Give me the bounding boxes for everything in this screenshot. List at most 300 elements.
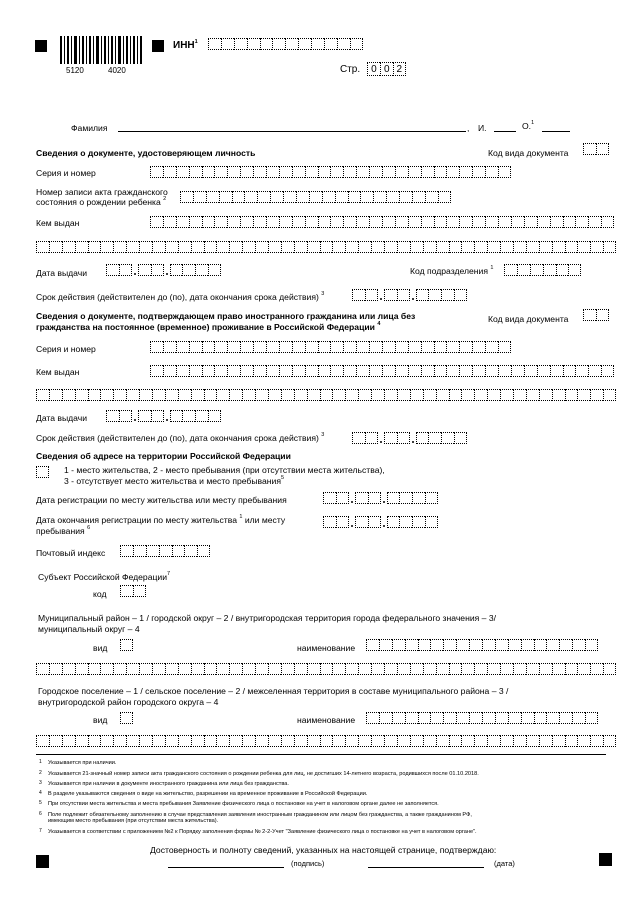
identity-validity-cells[interactable]	[352, 289, 467, 301]
input-cell[interactable]	[320, 241, 333, 253]
input-cell[interactable]	[165, 389, 178, 401]
input-cell[interactable]	[384, 735, 397, 747]
input-cell[interactable]	[369, 166, 382, 178]
input-cell[interactable]	[534, 712, 547, 724]
input-cell[interactable]	[495, 712, 508, 724]
input-cell[interactable]	[517, 264, 530, 276]
identity-series-cells[interactable]	[150, 166, 511, 178]
input-cell[interactable]	[504, 264, 517, 276]
input-cell[interactable]	[227, 216, 240, 228]
input-cell[interactable]	[603, 241, 616, 253]
input-cell[interactable]	[405, 639, 418, 651]
input-cell[interactable]	[193, 191, 206, 203]
input-cell[interactable]	[75, 663, 88, 675]
input-cell[interactable]	[62, 735, 75, 747]
date-cell[interactable]	[170, 410, 183, 422]
input-cell[interactable]	[449, 389, 462, 401]
input-cell[interactable]	[292, 166, 305, 178]
input-cell[interactable]	[133, 545, 146, 557]
input-cell[interactable]	[590, 241, 603, 253]
input-cell[interactable]	[568, 264, 581, 276]
input-cell[interactable]	[305, 216, 318, 228]
inn-cells[interactable]	[208, 38, 363, 50]
input-cell[interactable]	[247, 38, 260, 50]
input-cell[interactable]	[360, 191, 373, 203]
date-cell[interactable]	[399, 516, 412, 528]
input-cell[interactable]	[189, 341, 202, 353]
input-cell[interactable]	[583, 309, 596, 321]
input-cell[interactable]	[279, 341, 292, 353]
surname-line[interactable]	[118, 131, 466, 132]
municipal-kind-cells[interactable]	[120, 639, 133, 651]
input-cell[interactable]	[443, 639, 456, 651]
input-cell[interactable]	[332, 241, 345, 253]
date-cell[interactable]	[399, 492, 412, 504]
input-cell[interactable]	[279, 216, 292, 228]
date-cell[interactable]	[454, 432, 467, 444]
input-cell[interactable]	[100, 241, 113, 253]
input-cell[interactable]	[487, 241, 500, 253]
input-cell[interactable]	[524, 365, 537, 377]
input-cell[interactable]	[88, 663, 101, 675]
input-cell[interactable]	[423, 389, 436, 401]
input-cell[interactable]	[565, 241, 578, 253]
input-cell[interactable]	[36, 735, 49, 747]
input-cell[interactable]	[575, 216, 588, 228]
date-cell[interactable]	[336, 516, 349, 528]
input-cell[interactable]	[395, 216, 408, 228]
input-cell[interactable]	[348, 191, 361, 203]
input-cell[interactable]	[369, 341, 382, 353]
input-cell[interactable]	[356, 365, 369, 377]
date-cell[interactable]	[323, 516, 336, 528]
municipal-name-cells-2[interactable]	[36, 663, 616, 675]
input-cell[interactable]	[474, 241, 487, 253]
input-cell[interactable]	[577, 389, 590, 401]
input-cell[interactable]	[449, 735, 462, 747]
input-cell[interactable]	[150, 341, 163, 353]
input-cell[interactable]	[577, 241, 590, 253]
input-cell[interactable]	[219, 191, 232, 203]
reg-end-date-cells[interactable]	[323, 516, 438, 528]
input-cell[interactable]	[191, 735, 204, 747]
input-cell[interactable]	[513, 389, 526, 401]
input-cell[interactable]	[472, 216, 485, 228]
input-cell[interactable]	[320, 735, 333, 747]
input-cell[interactable]	[565, 389, 578, 401]
input-cell[interactable]	[498, 216, 511, 228]
input-cell[interactable]	[36, 241, 49, 253]
input-cell[interactable]	[356, 341, 369, 353]
input-cell[interactable]	[379, 639, 392, 651]
input-cell[interactable]	[75, 241, 88, 253]
input-cell[interactable]	[371, 389, 384, 401]
input-cell[interactable]	[384, 389, 397, 401]
input-cell[interactable]	[152, 389, 165, 401]
input-cell[interactable]	[335, 191, 348, 203]
input-cell[interactable]	[590, 389, 603, 401]
input-cell[interactable]	[232, 191, 245, 203]
input-cell[interactable]	[345, 663, 358, 675]
input-cell[interactable]	[395, 166, 408, 178]
input-cell[interactable]	[498, 341, 511, 353]
input-cell[interactable]	[176, 341, 189, 353]
input-cell[interactable]	[552, 389, 565, 401]
signature-line[interactable]	[168, 867, 284, 868]
postal-code-cells[interactable]	[120, 545, 210, 557]
input-cell[interactable]	[397, 241, 410, 253]
input-cell[interactable]	[590, 735, 603, 747]
date-cell[interactable]	[119, 410, 132, 422]
input-cell[interactable]	[572, 639, 585, 651]
input-cell[interactable]	[139, 663, 152, 675]
input-cell[interactable]	[163, 341, 176, 353]
input-cell[interactable]	[337, 38, 350, 50]
input-cell[interactable]	[434, 216, 447, 228]
input-cell[interactable]	[459, 216, 472, 228]
input-cell[interactable]	[255, 389, 268, 401]
date-cell[interactable]	[323, 492, 336, 504]
input-cell[interactable]	[521, 639, 534, 651]
input-cell[interactable]	[500, 663, 513, 675]
input-cell[interactable]	[163, 166, 176, 178]
input-cell[interactable]	[482, 712, 495, 724]
input-cell[interactable]	[449, 241, 462, 253]
input-cell[interactable]	[227, 166, 240, 178]
input-cell[interactable]	[526, 241, 539, 253]
input-cell[interactable]	[178, 735, 191, 747]
input-cell[interactable]	[126, 735, 139, 747]
input-cell[interactable]	[120, 639, 133, 651]
input-cell[interactable]	[382, 166, 395, 178]
municipal-name-cells-1[interactable]	[366, 639, 598, 651]
input-cell[interactable]	[113, 241, 126, 253]
input-cell[interactable]	[242, 241, 255, 253]
date-cell[interactable]	[352, 289, 365, 301]
input-cell[interactable]	[172, 545, 185, 557]
input-cell[interactable]	[449, 663, 462, 675]
input-cell[interactable]	[585, 639, 598, 651]
input-cell[interactable]	[163, 365, 176, 377]
input-cell[interactable]	[178, 663, 191, 675]
input-cell[interactable]	[294, 663, 307, 675]
date-cell[interactable]	[425, 492, 438, 504]
input-cell[interactable]	[371, 735, 384, 747]
input-cell[interactable]	[100, 389, 113, 401]
input-cell[interactable]	[446, 166, 459, 178]
date-cell[interactable]	[208, 410, 221, 422]
input-cell[interactable]	[556, 264, 569, 276]
input-cell[interactable]	[526, 663, 539, 675]
input-cell[interactable]	[430, 712, 443, 724]
input-cell[interactable]	[590, 663, 603, 675]
input-cell[interactable]	[126, 241, 139, 253]
input-cell[interactable]	[176, 365, 189, 377]
input-cell[interactable]	[216, 663, 229, 675]
input-cell[interactable]	[588, 365, 601, 377]
input-cell[interactable]	[550, 216, 563, 228]
input-cell[interactable]	[330, 166, 343, 178]
input-cell[interactable]	[521, 712, 534, 724]
input-cell[interactable]	[397, 735, 410, 747]
input-cell[interactable]	[563, 365, 576, 377]
input-cell[interactable]	[446, 365, 459, 377]
input-cell[interactable]	[208, 38, 221, 50]
identity-doc-type-cells[interactable]	[583, 143, 609, 155]
input-cell[interactable]	[214, 341, 227, 353]
input-cell[interactable]	[358, 663, 371, 675]
date-cell[interactable]	[336, 492, 349, 504]
input-cell[interactable]	[133, 585, 146, 597]
input-cell[interactable]	[88, 241, 101, 253]
input-cell[interactable]	[485, 216, 498, 228]
input-cell[interactable]	[459, 365, 472, 377]
input-cell[interactable]	[513, 241, 526, 253]
input-cell[interactable]	[294, 241, 307, 253]
input-cell[interactable]	[371, 241, 384, 253]
input-cell[interactable]	[120, 585, 133, 597]
input-cell[interactable]	[399, 191, 412, 203]
input-cell[interactable]	[356, 216, 369, 228]
input-cell[interactable]	[242, 735, 255, 747]
input-cell[interactable]	[405, 712, 418, 724]
input-cell[interactable]	[603, 663, 616, 675]
input-cell[interactable]	[281, 389, 294, 401]
input-cell[interactable]	[345, 389, 358, 401]
input-cell[interactable]	[165, 663, 178, 675]
input-cell[interactable]	[511, 216, 524, 228]
input-cell[interactable]	[408, 365, 421, 377]
input-cell[interactable]	[294, 389, 307, 401]
input-cell[interactable]	[487, 663, 500, 675]
input-cell[interactable]	[410, 735, 423, 747]
input-cell[interactable]	[202, 216, 215, 228]
input-cell[interactable]	[281, 241, 294, 253]
input-cell[interactable]	[234, 38, 247, 50]
input-cell[interactable]	[305, 365, 318, 377]
input-cell[interactable]	[456, 712, 469, 724]
input-cell[interactable]	[126, 663, 139, 675]
input-cell[interactable]	[330, 216, 343, 228]
input-cell[interactable]	[253, 166, 266, 178]
input-cell[interactable]	[281, 735, 294, 747]
date-cell[interactable]	[119, 264, 132, 276]
input-cell[interactable]	[268, 735, 281, 747]
input-cell[interactable]	[513, 735, 526, 747]
date-cell[interactable]	[368, 516, 381, 528]
input-cell[interactable]	[120, 712, 133, 724]
input-cell[interactable]	[36, 663, 49, 675]
input-cell[interactable]	[191, 663, 204, 675]
input-cell[interactable]	[150, 365, 163, 377]
input-cell[interactable]	[358, 389, 371, 401]
input-cell[interactable]	[139, 735, 152, 747]
input-cell[interactable]	[443, 712, 456, 724]
input-cell[interactable]	[500, 735, 513, 747]
input-cell[interactable]	[139, 241, 152, 253]
date-cell[interactable]	[397, 289, 410, 301]
input-cell[interactable]	[318, 166, 331, 178]
date-cell[interactable]	[384, 432, 397, 444]
input-cell[interactable]	[214, 216, 227, 228]
input-cell[interactable]	[176, 166, 189, 178]
input-cell[interactable]	[559, 712, 572, 724]
date-cell[interactable]	[441, 432, 454, 444]
input-cell[interactable]	[88, 735, 101, 747]
input-cell[interactable]	[311, 38, 324, 50]
input-cell[interactable]	[318, 216, 331, 228]
input-cell[interactable]	[343, 365, 356, 377]
division-code-cells[interactable]	[504, 264, 581, 276]
input-cell[interactable]	[240, 216, 253, 228]
initial-i-line[interactable]	[494, 131, 516, 132]
input-cell[interactable]	[474, 735, 487, 747]
input-cell[interactable]	[307, 735, 320, 747]
date-cell[interactable]	[416, 289, 429, 301]
input-cell[interactable]	[459, 341, 472, 353]
date-cell[interactable]	[454, 289, 467, 301]
input-cell[interactable]	[434, 166, 447, 178]
input-cell[interactable]	[150, 166, 163, 178]
input-cell[interactable]	[418, 712, 431, 724]
input-cell[interactable]	[487, 735, 500, 747]
input-cell[interactable]	[546, 712, 559, 724]
input-cell[interactable]	[305, 341, 318, 353]
date-cell[interactable]	[387, 492, 400, 504]
input-cell[interactable]	[146, 545, 159, 557]
input-cell[interactable]	[253, 216, 266, 228]
input-cell[interactable]	[159, 545, 172, 557]
input-cell[interactable]	[603, 389, 616, 401]
input-cell[interactable]	[229, 735, 242, 747]
input-cell[interactable]	[534, 639, 547, 651]
input-cell[interactable]	[318, 365, 331, 377]
identity-issued-by-cells-2[interactable]	[36, 241, 616, 253]
input-cell[interactable]	[552, 241, 565, 253]
input-cell[interactable]	[202, 365, 215, 377]
input-cell[interactable]	[180, 191, 193, 203]
date-cell[interactable]	[182, 410, 195, 422]
input-cell[interactable]	[469, 712, 482, 724]
input-cell[interactable]	[410, 663, 423, 675]
input-cell[interactable]	[384, 663, 397, 675]
input-cell[interactable]	[268, 663, 281, 675]
input-cell[interactable]	[373, 191, 386, 203]
date-cell[interactable]	[352, 432, 365, 444]
input-cell[interactable]	[485, 365, 498, 377]
input-cell[interactable]	[577, 663, 590, 675]
date-cell[interactable]	[208, 264, 221, 276]
input-cell[interactable]	[539, 663, 552, 675]
input-cell[interactable]	[324, 38, 337, 50]
input-cell[interactable]	[474, 389, 487, 401]
input-cell[interactable]	[216, 241, 229, 253]
residence-doc-type-cells[interactable]	[583, 309, 609, 321]
input-cell[interactable]	[255, 241, 268, 253]
input-cell[interactable]	[292, 365, 305, 377]
date-cell[interactable]	[384, 289, 397, 301]
input-cell[interactable]	[421, 166, 434, 178]
input-cell[interactable]	[272, 38, 285, 50]
input-cell[interactable]	[126, 389, 139, 401]
date-cell[interactable]	[365, 432, 378, 444]
input-cell[interactable]	[266, 341, 279, 353]
input-cell[interactable]	[552, 735, 565, 747]
input-cell[interactable]	[268, 389, 281, 401]
input-cell[interactable]	[197, 545, 210, 557]
input-cell[interactable]	[318, 341, 331, 353]
residence-issued-by-cells-2[interactable]	[36, 389, 616, 401]
input-cell[interactable]	[585, 712, 598, 724]
input-cell[interactable]	[150, 216, 163, 228]
input-cell[interactable]	[330, 341, 343, 353]
input-cell[interactable]	[139, 389, 152, 401]
input-cell[interactable]	[397, 663, 410, 675]
input-cell[interactable]	[100, 663, 113, 675]
input-cell[interactable]	[539, 241, 552, 253]
residence-issued-by-cells-1[interactable]	[150, 365, 614, 377]
input-cell[interactable]	[456, 639, 469, 651]
input-cell[interactable]	[436, 241, 449, 253]
input-cell[interactable]	[485, 166, 498, 178]
input-cell[interactable]	[214, 365, 227, 377]
residence-validity-cells[interactable]	[352, 432, 467, 444]
input-cell[interactable]	[423, 663, 436, 675]
input-cell[interactable]	[358, 735, 371, 747]
date-cell[interactable]	[412, 492, 425, 504]
input-cell[interactable]	[279, 365, 292, 377]
input-cell[interactable]	[49, 663, 62, 675]
input-cell[interactable]	[191, 241, 204, 253]
input-cell[interactable]	[461, 663, 474, 675]
input-cell[interactable]	[283, 191, 296, 203]
settlement-kind-cells[interactable]	[120, 712, 133, 724]
input-cell[interactable]	[446, 341, 459, 353]
input-cell[interactable]	[508, 639, 521, 651]
residence-issue-date-cells[interactable]	[106, 410, 221, 422]
input-cell[interactable]	[152, 735, 165, 747]
input-cell[interactable]	[165, 241, 178, 253]
input-cell[interactable]	[221, 38, 234, 50]
input-cell[interactable]	[603, 735, 616, 747]
input-cell[interactable]	[307, 241, 320, 253]
input-cell[interactable]	[395, 365, 408, 377]
input-cell[interactable]	[546, 639, 559, 651]
input-cell[interactable]	[240, 166, 253, 178]
input-cell[interactable]	[408, 341, 421, 353]
input-cell[interactable]	[100, 735, 113, 747]
input-cell[interactable]	[543, 264, 556, 276]
input-cell[interactable]	[294, 735, 307, 747]
input-cell[interactable]	[356, 166, 369, 178]
input-cell[interactable]	[537, 216, 550, 228]
input-cell[interactable]	[298, 38, 311, 50]
input-cell[interactable]	[296, 191, 309, 203]
residence-series-cells[interactable]	[150, 341, 511, 353]
input-cell[interactable]	[423, 241, 436, 253]
date-cell[interactable]	[428, 432, 441, 444]
input-cell[interactable]	[204, 389, 217, 401]
input-cell[interactable]	[495, 639, 508, 651]
input-cell[interactable]	[206, 191, 219, 203]
reg-date-cells[interactable]	[323, 492, 438, 504]
date-cell[interactable]	[182, 264, 195, 276]
input-cell[interactable]	[382, 216, 395, 228]
input-cell[interactable]	[446, 216, 459, 228]
input-cell[interactable]	[412, 191, 425, 203]
input-cell[interactable]	[260, 38, 273, 50]
input-cell[interactable]	[332, 389, 345, 401]
